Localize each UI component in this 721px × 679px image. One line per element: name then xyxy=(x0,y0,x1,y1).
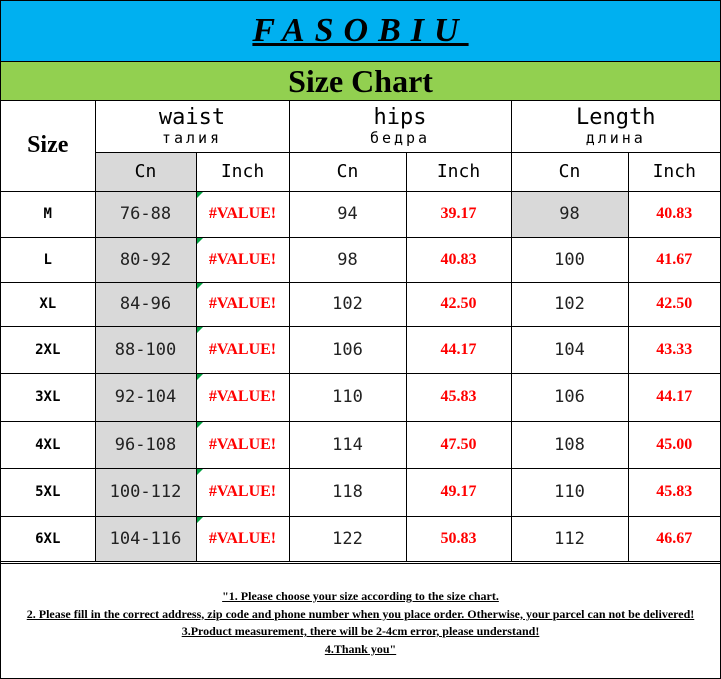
waist-label-ru: талия xyxy=(161,129,223,148)
waist-inch-header: Inch xyxy=(196,152,289,191)
length-inch-cell: 41.67 xyxy=(628,237,720,282)
table-subheader-row xyxy=(1,152,720,191)
length-inch-cell: 40.83 xyxy=(628,191,720,237)
length-label-ru: длина xyxy=(585,129,646,148)
size-cell: 3XL xyxy=(1,373,95,421)
hips-inch-cell: 45.83 xyxy=(406,373,511,421)
length-cn-cell: 106 xyxy=(511,373,628,421)
waist-cn-header: Cn xyxy=(95,152,196,191)
waist-cn-cell: 100-112 xyxy=(95,468,196,516)
hips-header xyxy=(289,101,511,152)
note-line: 2. Please fill in the correct address, zip code and phone number when you place order. Otherwise, your parcel can not be delivered! xyxy=(26,606,695,621)
length-cn-header: Cn xyxy=(511,152,628,191)
table-row xyxy=(1,282,720,326)
waist-inch-cell: #VALUE! xyxy=(196,282,289,326)
waist-cn-cell: 104-116 xyxy=(95,516,196,561)
title-banner xyxy=(1,62,720,101)
hips-inch-header: Inch xyxy=(406,152,511,191)
waist-inch-cell: #VALUE! xyxy=(196,421,289,468)
brand-banner xyxy=(1,1,720,62)
waist-cn-cell: 84-96 xyxy=(95,282,196,326)
length-inch-cell: 46.67 xyxy=(628,516,720,561)
hips-cn-cell: 122 xyxy=(289,516,406,561)
waist-cn-cell: 92-104 xyxy=(95,373,196,421)
size-cell: 6XL xyxy=(1,516,95,561)
length-cn-cell: 112 xyxy=(511,516,628,561)
size-table xyxy=(1,101,720,562)
size-cell: 5XL xyxy=(1,468,95,516)
table-header-row xyxy=(1,101,720,152)
notes-section xyxy=(1,563,720,678)
hips-cn-cell: 110 xyxy=(289,373,406,421)
waist-label: waist xyxy=(158,105,226,131)
size-cell: 2XL xyxy=(1,326,95,373)
hips-inch-cell: 47.50 xyxy=(406,421,511,468)
hips-cn-cell: 102 xyxy=(289,282,406,326)
hips-inch-cell: 42.50 xyxy=(406,282,511,326)
length-inch-cell: 45.83 xyxy=(628,468,720,516)
size-cell: L xyxy=(1,237,95,282)
waist-inch-cell: #VALUE! xyxy=(196,237,289,282)
hips-inch-cell: 49.17 xyxy=(406,468,511,516)
table-row xyxy=(1,421,720,468)
hips-inch-cell: 40.83 xyxy=(406,237,511,282)
size-cell: M xyxy=(1,191,95,237)
length-cn-cell: 102 xyxy=(511,282,628,326)
waist-cn-cell: 80-92 xyxy=(95,237,196,282)
waist-inch-cell: #VALUE! xyxy=(196,516,289,561)
length-cn-cell: 110 xyxy=(511,468,628,516)
size-header: Size xyxy=(1,101,95,191)
table-row xyxy=(1,237,720,282)
table-row xyxy=(1,191,720,237)
hips-inch-cell: 44.17 xyxy=(406,326,511,373)
length-cn-cell: 100 xyxy=(511,237,628,282)
hips-cn-cell: 94 xyxy=(289,191,406,237)
waist-inch-cell: #VALUE! xyxy=(196,468,289,516)
hips-cn-cell: 118 xyxy=(289,468,406,516)
length-inch-cell: 45.00 xyxy=(628,421,720,468)
table-row xyxy=(1,516,720,561)
page-title: Size Chart xyxy=(288,62,433,99)
size-cell: 4XL xyxy=(1,421,95,468)
note-line: "1. Please choose your size according to the size chart. xyxy=(222,589,499,603)
table-row xyxy=(1,373,720,421)
table-row xyxy=(1,468,720,516)
length-inch-cell: 44.17 xyxy=(628,373,720,421)
hips-inch-cell: 39.17 xyxy=(406,191,511,237)
hips-inch-cell: 50.83 xyxy=(406,516,511,561)
hips-cn-cell: 106 xyxy=(289,326,406,373)
waist-cn-cell: 76-88 xyxy=(95,191,196,237)
waist-inch-cell: #VALUE! xyxy=(196,326,289,373)
length-header xyxy=(511,101,720,152)
waist-cn-cell: 96-108 xyxy=(95,421,196,468)
length-label: Length xyxy=(576,105,656,131)
note-line: 4.Thank you" xyxy=(324,641,397,656)
waist-inch-cell: #VALUE! xyxy=(196,373,289,421)
brand-name: FASOBIU xyxy=(252,12,469,49)
hips-label: hips xyxy=(373,105,427,131)
length-cn-cell: 98 xyxy=(511,191,628,237)
note-line: 3.Product measurement, there will be 2-4cm error, please understand! xyxy=(181,624,540,638)
length-inch-header: Inch xyxy=(628,152,720,191)
length-inch-cell: 42.50 xyxy=(628,282,720,326)
hips-cn-cell: 114 xyxy=(289,421,406,468)
length-cn-cell: 104 xyxy=(511,326,628,373)
length-cn-cell: 108 xyxy=(511,421,628,468)
hips-label-ru: бедра xyxy=(369,129,431,148)
size-cell: XL xyxy=(1,282,95,326)
waist-inch-cell: #VALUE! xyxy=(196,191,289,237)
hips-cn-cell: 98 xyxy=(289,237,406,282)
waist-cn-cell: 88-100 xyxy=(95,326,196,373)
waist-header xyxy=(95,101,289,152)
length-inch-cell: 43.33 xyxy=(628,326,720,373)
table-row xyxy=(1,326,720,373)
hips-cn-header: Cn xyxy=(289,152,406,191)
